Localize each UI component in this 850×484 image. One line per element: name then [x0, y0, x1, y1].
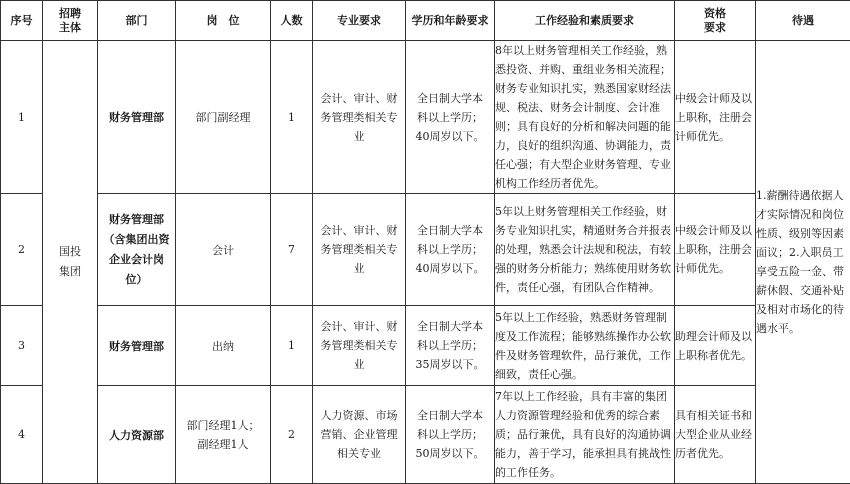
dept-cell: 财务管理部	[98, 41, 176, 194]
qual-text: 中级会计师及以上职称，注册会计师优先。	[675, 89, 755, 146]
major-text: 人力资源、市场营销、企业管理相关专业	[317, 406, 401, 463]
exp-text: 5年以上财务管理相关工作经验，财务专业知识扎实，精通财务合并报表的处理，熟悉会计法规和税法，有较强的财务分析能力；熟练使用财务软件，责任心强，有团队合作精神。	[495, 202, 674, 297]
qual-cell	[675, 41, 756, 194]
major-text: 会计、审计、财务管理类相关专业	[319, 317, 399, 374]
exp-text: 5年以上工作经验，熟悉财务管理制度及工作流程；能够熟练操作办公软件及财务管理软件，品行兼优，工作细致，责任心强。	[495, 308, 674, 384]
edu-text: 全日制大学本科以上学历；40周岁以下。	[413, 89, 487, 146]
major-cell	[313, 41, 406, 194]
header-edu: 学历和年龄要求	[406, 1, 495, 41]
header-major: 专业要求	[313, 1, 406, 41]
header-row	[1, 1, 850, 41]
major-text: 会计、审计、财务管理类相关专业	[319, 89, 399, 146]
header-exp: 工作经验和素质要求	[495, 1, 675, 41]
dept-cell: 人力资源部	[98, 386, 176, 484]
exp-text: 8年以上财务管理相关工作经验，熟悉投资、并购、重组业务相关流程；财务专业知识扎实，熟悉国家财经法规、税法、财务会计制度、会计准则；具有良好的分析和解决问题的能力，良好的组织沟通、协调能力，责任心强；有大型企业财务管理、专业机构工作经历者优先。	[495, 41, 674, 193]
position-cell: 部门副经理	[176, 41, 271, 194]
exp-cell	[495, 194, 675, 306]
table-row	[1, 194, 850, 306]
header-benefit: 待遇	[756, 1, 850, 41]
benefit-cell	[756, 41, 850, 484]
qual-cell	[675, 386, 756, 484]
exp-text: 7年以上工作经验，具有丰富的集团人力资源管理经验和优秀的综合素质；品行兼优，具有良好的沟通协调能力，善于学习，能承担具有挑战性的工作任务。	[495, 387, 674, 482]
exp-cell	[495, 41, 675, 194]
dept-text: 财务管理部（含集团出资企业会计岗位）	[104, 210, 170, 290]
major-cell	[313, 306, 406, 386]
dept-cell: 财务管理部	[98, 306, 176, 386]
header-qual	[675, 1, 756, 41]
position-cell: 会计	[176, 194, 271, 306]
count-cell: 2	[271, 386, 313, 484]
qual-text: 具有相关证书和大型企业从业经历者优先。	[675, 406, 755, 463]
qual-cell	[675, 306, 756, 386]
edu-text: 全日制大学本科以上学历；50周岁以下。	[413, 406, 487, 463]
entity-cell	[43, 41, 98, 484]
table-row	[1, 386, 850, 484]
qual-text: 中级会计师及以上职称，注册会计师优先。	[675, 221, 755, 278]
header-entity-text: 招聘主体	[57, 7, 83, 35]
header-dept: 部门	[98, 1, 176, 41]
edu-text: 全日制大学本科以上学历；40周岁以下。	[413, 221, 487, 278]
seq-cell: 2	[1, 194, 43, 306]
count-cell: 1	[271, 41, 313, 194]
benefit-text: 1.薪酬待遇依据人才实际情况和岗位性质、级别等因素面议；2.入职员工享受五险一金、带薪休假、交通补贴及相对市场化的待遇水平。	[756, 186, 850, 338]
seq-cell: 4	[1, 386, 43, 484]
major-cell	[313, 194, 406, 306]
count-cell: 1	[271, 306, 313, 386]
header-count: 人数	[271, 1, 313, 41]
position-cell	[176, 386, 271, 484]
edu-cell	[406, 306, 495, 386]
exp-cell	[495, 386, 675, 484]
dept-cell	[98, 194, 176, 306]
header-position: 岗 位	[176, 1, 271, 41]
qual-cell	[675, 194, 756, 306]
seq-cell: 1	[1, 41, 43, 194]
table-row	[1, 41, 850, 194]
major-cell	[313, 386, 406, 484]
position-cell: 出纳	[176, 306, 271, 386]
edu-cell	[406, 194, 495, 306]
header-entity	[43, 1, 98, 41]
position-text: 部门经理1人；副经理1人	[185, 416, 261, 454]
major-text: 会计、审计、财务管理类相关专业	[319, 221, 399, 278]
edu-text: 全日制大学本科以上学历；35周岁以下。	[413, 317, 487, 374]
edu-cell	[406, 41, 495, 194]
entity-text: 国投集团	[57, 242, 83, 282]
table-row	[1, 306, 850, 386]
header-seq: 序号	[1, 1, 43, 41]
header-qual-text: 资格要求	[701, 7, 729, 35]
count-cell: 7	[271, 194, 313, 306]
seq-cell: 3	[1, 306, 43, 386]
edu-cell	[406, 386, 495, 484]
qual-text: 助理会计师及以上职称者优先。	[675, 327, 755, 365]
exp-cell	[495, 306, 675, 386]
